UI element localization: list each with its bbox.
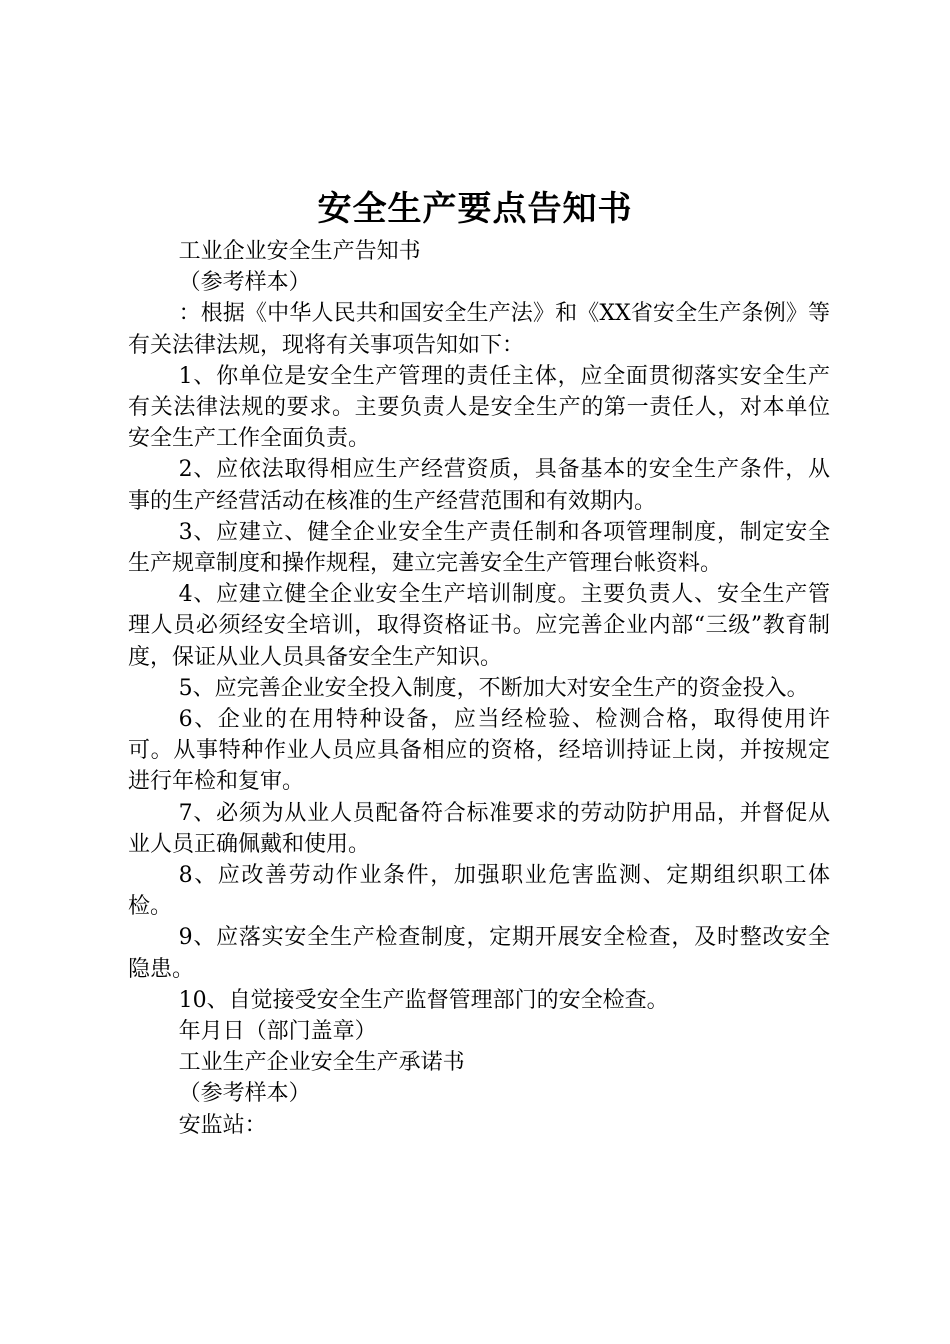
item-10: 10、自觉接受安全生产监督管理部门的安全检查。: [178, 987, 669, 1013]
sample-note-2: （参考样本）: [178, 1081, 311, 1107]
pledge-heading: 工业生产企业安全生产承诺书: [178, 1050, 465, 1076]
date-stamp-line: 年月日（部门盖章）: [178, 1019, 377, 1045]
item-1: 1、你单位是安全生产管理的责任主体，应全面贯彻落实安全生产有关法律法规的要求。主要负责人是安全生产的第一责任人，对本单位安全生产工作全面负责。: [128, 363, 830, 452]
item-4: 4、应建立健全企业安全生产培训制度。主要负责人、安全生产管理人员必须经安全培训，取得资格证书。应完善企业内部“三级”教育制度，保证从业人员具备安全生产知识。: [128, 582, 830, 670]
addressee-line: 安监站：: [178, 1112, 267, 1138]
document-body: [128, 236, 830, 1141]
item-5: 5、应完善企业安全投入制度，不断加大对安全生产的资金投入。: [178, 675, 809, 701]
item-9: 9、应落实安全生产检查制度，定期开展安全检查，及时整改安全隐患。: [128, 925, 830, 982]
notice-heading: 工业企业安全生产告知书: [178, 239, 421, 264]
item-3: 3、应建立、健全企业安全生产责任制和各项管理制度，制定安全生产规章制度和操作规程，建立完善安全生产管理台帐资料。: [128, 519, 830, 577]
item-6: 6、企业的在用特种设备，应当经检验、检测合格，取得使用许可。从事特种作业人员应具备相应的资格，经培训持证上岗，并按规定进行年检和复审。: [128, 707, 830, 795]
sample-note: （参考样本）: [178, 270, 311, 296]
item-2: 2、应依法取得相应生产经营资质，具备基本的安全生产条件，从事的生产经营活动在核准的生产经营范围和有效期内。: [128, 457, 830, 514]
intro-paragraph: ：根据《中华人民共和国安全生产法》和《XX省安全生产条例》等有关法律法规，现将有关事项告知如下：: [128, 301, 830, 358]
item-8: 8、应改善劳动作业条件，加强职业危害监测、定期组织职工体检。: [128, 863, 830, 920]
document-title: 安全生产要点告知书: [317, 189, 633, 229]
item-7: 7、必须为从业人员配备符合标准要求的劳动防护用品，并督促从业人员正确佩戴和使用。: [128, 800, 830, 857]
